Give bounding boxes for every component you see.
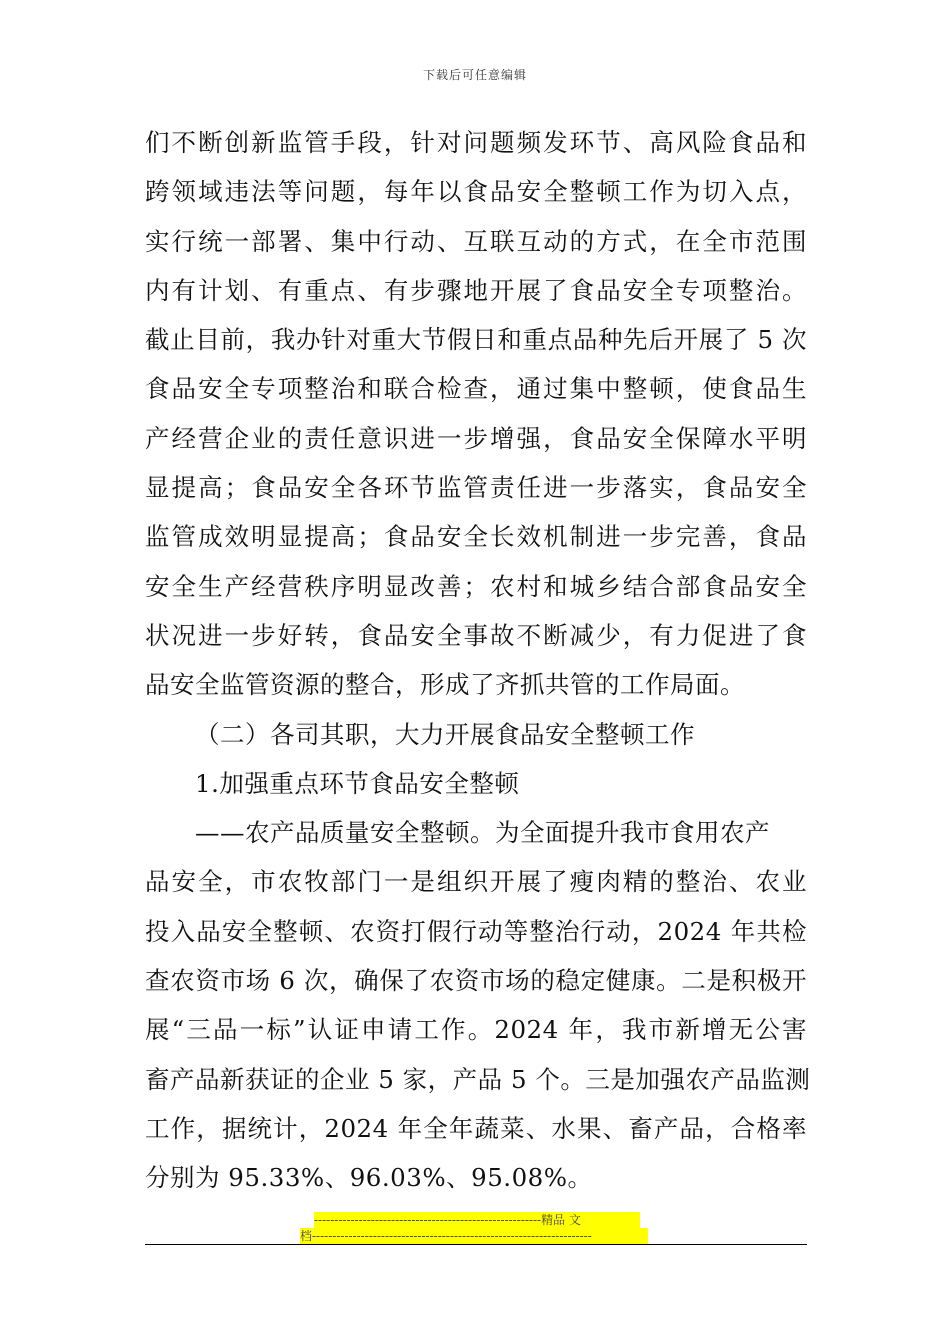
body-line: 们不断创新监管手段，针对问题频发环节、高风险食品和 — [145, 128, 807, 157]
footer-divider — [145, 1244, 807, 1245]
body-line: 实行统一部署、集中行动、互联互动的方式，在全市范围 — [145, 226, 807, 256]
body-line: 安全生产经营秩序明显改善；农村和城乡结合部食品安全 — [145, 571, 807, 601]
page-header: 下载后可任意编辑 — [422, 68, 527, 82]
body-line: 查农资市场 6 次，确保了农资市场的稳定健康。二是积极开 — [145, 966, 807, 996]
body-line: 产经营企业的责任意识进一步增强，食品安全保障水平明 — [145, 423, 807, 453]
body-line: 分别为 95.33%、96.03%、95.08%。 — [145, 1163, 593, 1193]
body-line: 跨领域违法等问题，每年以食品安全整顿工作为切入点， — [145, 177, 807, 207]
body-line: 截止目前，我办针对重大节假日和重点品种先后开展了 5 次 — [145, 325, 807, 355]
body-line: 监管成效明显提高；食品安全长效机制进一步完善，食品 — [145, 522, 807, 552]
footer-watermark — [300, 1212, 650, 1244]
body-line: ——农产品质量安全整顿。为全面提升我市食用农产 — [195, 818, 770, 848]
body-line: 展“三品一标”认证申请工作。2024 年，我市新增无公害 — [145, 1015, 807, 1045]
footer-line-2: 档--------------------------------------------------------------------- — [300, 1228, 648, 1244]
body-line: 畜产品新获证的企业 5 家，产品 5 个。三是加强农产品监测 — [145, 1064, 811, 1094]
body-line: 投入品安全整顿、农资打假行动等整治行动，2024 年共检 — [145, 916, 807, 946]
body-line: 工作，据统计，2024 年全年蔬菜、水果、畜产品，合格率 — [145, 1113, 807, 1143]
body-line: 显提高；食品安全各环节监管责任进一步落实，食品安全 — [145, 473, 807, 503]
body-line: 状况进一步好转，食品安全事故不断减少，有力促进了食 — [145, 620, 807, 650]
body-line: 内有计划、有重点、有步骤地开展了食品安全专项整治。 — [145, 275, 807, 305]
body-line: 品安全，市农牧部门一是组织开展了瘦肉精的整治、农业 — [145, 867, 807, 897]
body-line: 食品安全专项整治和联合检查，通过集中整顿，使食品生 — [145, 374, 807, 404]
subsection-heading: 1.加强重点环节食品安全整顿 — [195, 768, 520, 798]
section-heading: （二）各司其职，大力开展食品安全整顿工作 — [195, 719, 695, 749]
footer-line-1: --------------------------------------------------------精品 文 — [314, 1212, 640, 1228]
document-body — [145, 118, 811, 1203]
body-line: 品安全监管资源的整合，形成了齐抓共管的工作局面。 — [145, 670, 745, 700]
